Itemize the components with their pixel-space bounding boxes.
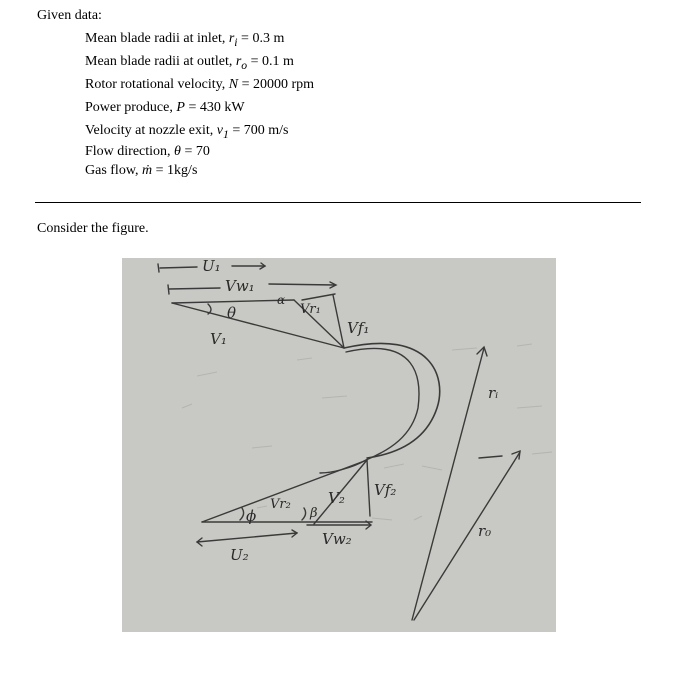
label-vw1: Vw₁ [225,277,255,295]
given-item-rotational-velocity: Rotor rotational velocity, N = 20000 rpm [85,77,315,92]
instruction-text: Consider the figure. [37,221,149,236]
label-v2: V₂ [328,489,345,507]
label-ro: r₀ [478,522,492,540]
given-item-power: Power produce, P = 430 kW [85,100,245,115]
velocity-triangle-sketch [122,258,556,632]
label-vw2: Vw₂ [322,530,352,548]
label-beta: β [310,506,318,521]
label-alpha: α [277,293,286,307]
label-u2: U₂ [230,546,249,564]
label-vf2: Vf₂ [374,481,397,499]
label-vf1: Vf₁ [347,319,370,337]
given-item-inlet-radius: Mean blade radii at inlet, $r_i = 0.3$ m [85,31,285,49]
given-item-nozzle-velocity: Velocity at nozzle exit, $v_1 = 700$ m/s [85,123,289,141]
label-vr1: Vr₁ [300,302,321,317]
given-item-outlet-radius: Mean blade radii at outlet, $r_o = 0.1$ m [85,54,294,72]
horizontal-rule [35,202,641,203]
given-item-flow-direction: Flow direction, θ = 70 [85,144,210,159]
given-item-gas-flow: Gas flow, ṁ = 1kg/s [85,163,198,178]
given-data-list [85,27,314,180]
label-ri: rᵢ [488,384,499,402]
given-data-heading: Given data: [37,8,102,23]
label-u1: U₁ [202,258,221,275]
u1-dimension-left [160,267,197,268]
label-theta: θ [227,304,237,322]
label-vr2: Vr₂ [270,497,291,512]
label-v1: V₁ [210,330,227,348]
label-phi: ϕ [246,507,257,525]
velocity-triangle-figure [122,258,556,632]
